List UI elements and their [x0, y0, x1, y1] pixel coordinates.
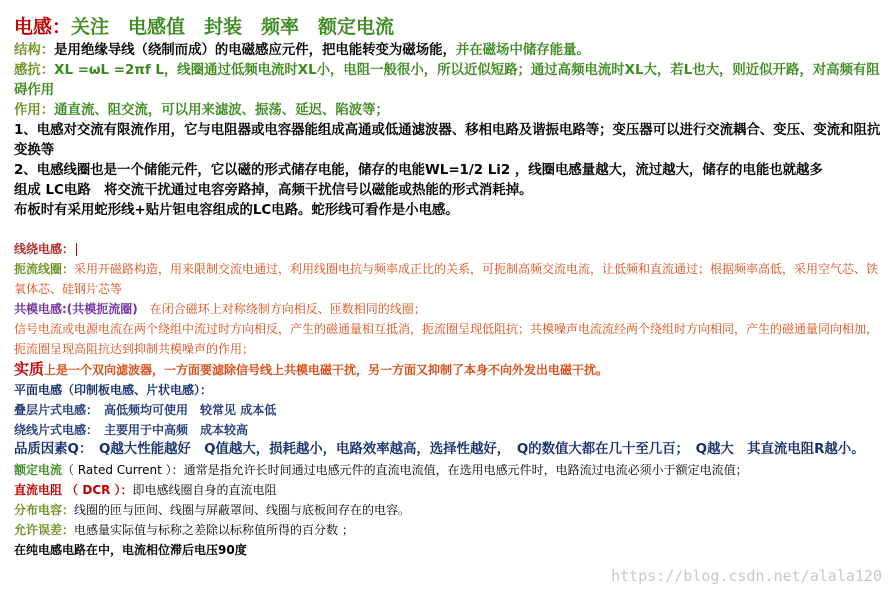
- rated-current-line: 额定电流（ Rated Current ）：通常是指允许长时间通过电感元件的直流电流值，在选用电感元件时，电路流过电流必须小于额定电流值；: [14, 463, 748, 477]
- document-body: [14, 14, 882, 560]
- page-title: [14, 14, 882, 41]
- laminated-line: 叠层片式电感： 高低频均可使用 较常见 成本低: [14, 403, 277, 417]
- phase-line: 在纯电感电路在中，电流相位滞后电压90度: [14, 543, 247, 557]
- dcr-line: 直流电阻 （ DCR ）：即电感线圈自身的直流电阻: [14, 483, 277, 497]
- common-mode-line: 共模电感:(共模扼流圈) 在闭合磁环上对称绕制方向相反、匝数相同的线圈；: [14, 302, 426, 316]
- layout-line: 布板时有采用蛇形线+贴片钽电容组成的LC电路。蛇形线可看作是小电感。: [14, 203, 459, 218]
- tolerance-line: 允许误差：电感量实际值与标称之差除以标称值所得的百分数 ；: [14, 523, 354, 537]
- title-rest: 关注 电感值 封装 频率 额定电流: [71, 16, 395, 38]
- title-main: 电感：: [14, 16, 72, 38]
- planar-inductor-line: 平面电感（印制板电感、片状电感）：: [14, 383, 213, 397]
- function-point-1: 1、电感对交流有限流作用，它与电阻器或电容器能组成高通或低通滤波器、移相电路及谐振电路等；变压器可以进行交流耦合、变压、变流和阻抗变换等: [14, 123, 881, 158]
- watermark: https://blog.csdn.net/alala120: [611, 567, 882, 585]
- function-point-2: 2、电感线圈也是一个储能元件，它以磁的形式储存电能，储存的电能WL=1/2 Li2 ，线圈电感量越大，流过越大，储存的电能也就越多: [14, 163, 823, 178]
- structure-line: 结构：是用绝缘导线（绕制而成）的电磁感应元件，把电能转变为磁场能，并在磁场中储存能量。: [14, 43, 590, 58]
- wound-chip-line: 绕线片式电感： 主要用于中高频 成本较高: [14, 423, 249, 437]
- wound-inductor-heading: 线绕电感：: [14, 239, 882, 259]
- text-cursor: [76, 243, 77, 256]
- function-line: 作用：通直流、阻交流，可以用来滤波、振荡、延迟、陷波等；: [14, 103, 389, 118]
- distributed-capacitance-line: 分布电容：线圈的匝与匝间、线圈与屏蔽罩间、线圈与底板间存在的电容。: [14, 503, 411, 517]
- common-mode-desc: 信号电流或电源电流在两个绕组中流过时方向相反，产生的磁通量相互抵消，扼流圈呈现低阻抗；共模噪声电流流经两个绕组时方向相同，产生的磁通量同向相加，扼流圈呈现高阻抗达到抑制共模噪声的作用；: [14, 322, 879, 356]
- choke-line: 扼流线圈：采用开磁路构造，用来限制交流电通过，利用线圈电抗与频率成正比的关系，可扼制高频交流电流，让低频和直流通过；根据频率高低，采用空气芯、铁氧体芯、硅钢片芯等: [14, 262, 879, 296]
- q-factor-line: 品质因素Q： Q越大性能越好 Q值越大，损耗越小，电路效率越高，选择性越好， Q的数值大都在几十至几百； Q越大 其直流电阻R越小。: [14, 442, 865, 457]
- lc-circuit-line: 组成 LC电路 将交流干扰通过电容旁路掉，高频干扰信号以磁能或热能的形式消耗掉。: [14, 183, 533, 198]
- essence-line: 实质上是一个双向滤波器，一方面要滤除信号线上共模电磁干扰，另一方面又抑制了本身不向外发出电磁干扰。: [14, 360, 609, 378]
- reactance-line: 感抗：XL =ωL =2πf L，线圈通过低频电流时XL小，电阻一般很小，所以近似短路；通过高频电流时XL大，若L也大，则近似开路，对高频有阻碍作用: [14, 63, 880, 98]
